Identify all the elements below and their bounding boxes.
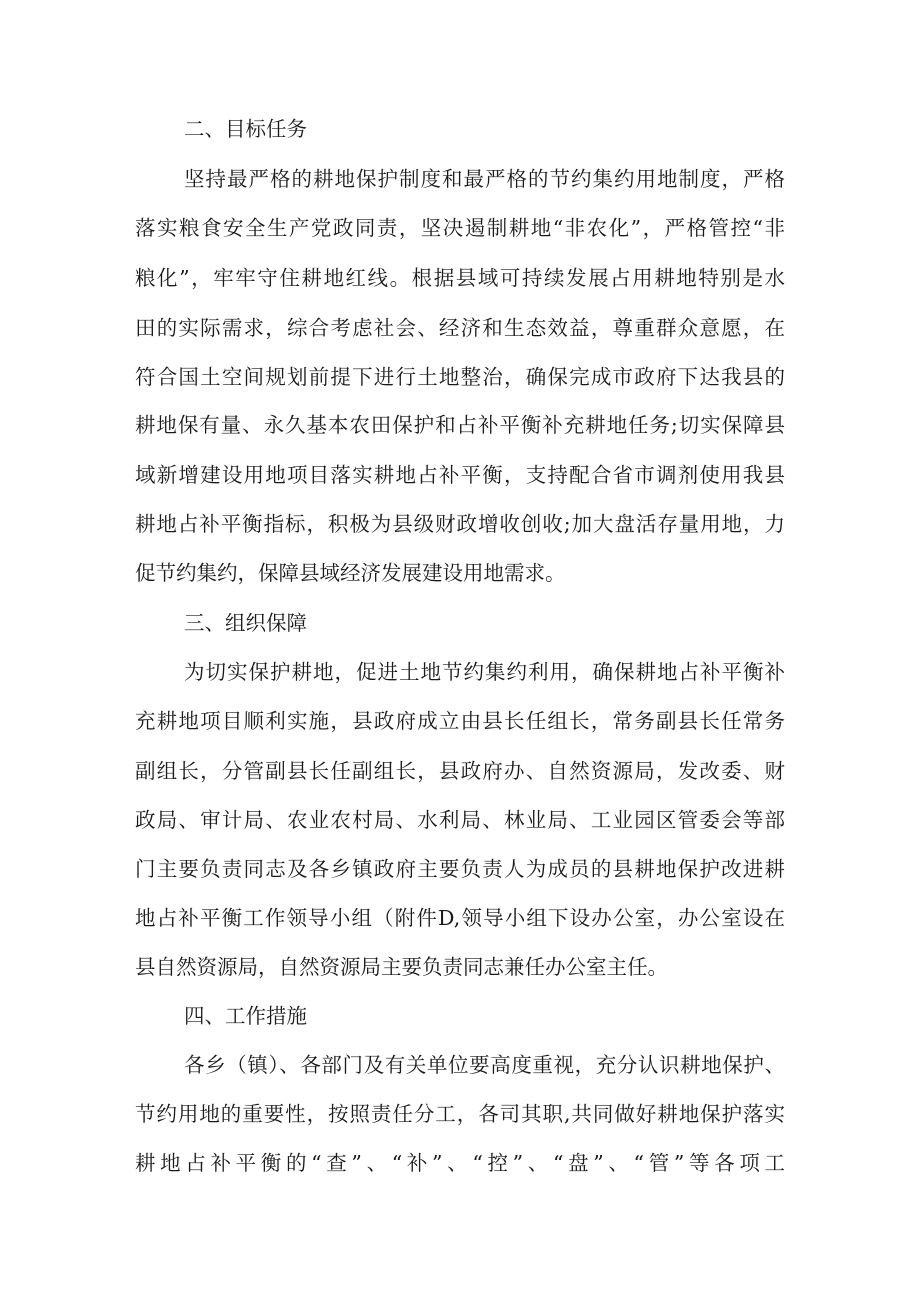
paragraph-line: 各乡（镇）、各部门及有关单位要高度重视，充分认识耕地保护、: [184, 1053, 785, 1077]
paragraph-line: 副组长，分管副县长任副组长，县政府办、自然资源局，发改委、财: [135, 759, 785, 783]
paragraph-line: 为切实保护耕地，促进土地节约集约利用，确保耕地占补平衡补: [184, 660, 785, 684]
paragraph-line: 充耕地项目顺利实施，县政府成立由县长任组长，常务副县长任常务: [135, 709, 785, 733]
paragraph-line: 促节约集约，保障县域经济发展建设用地需求。: [135, 561, 566, 585]
paragraph-line: 落实粮食安全生产党政同责，坚决遏制耕地“非农化”，严格管控“非: [135, 216, 785, 240]
paragraph-line: 耕地保有量、永久基本农田保护和占补平衡补充耕地任务;切实保障县: [135, 413, 785, 437]
paragraph-line: 地占补平衡工作领导小组（附件D,领导小组下设办公室，办公室设在: [135, 906, 785, 930]
paragraph-line: 符合国土空间规划前提下进行土地整治，确保完成市政府下达我县的: [135, 365, 785, 389]
paragraph-line: 耕地占补平衡指标，积极为县级财政增收创收;加大盘活存量用地，力: [135, 512, 785, 536]
paragraph-line: 政局、审计局、农业农村局、水利局、林业局、工业园区管委会等部: [135, 808, 785, 832]
paragraph-line: 粮化”，牢牢守住耕地红线。根据县域可持续发展占用耕地特别是水: [135, 266, 785, 290]
section-heading: 三、组织保障: [184, 611, 307, 635]
paragraph-line: 域新增建设用地项目落实耕地占补平衡，支持配合省市调剂使用我县: [135, 463, 785, 487]
paragraph-line: 耕地占补平衡的“查”、“补”、“控”、“盘”、“管”等各项工: [135, 1151, 785, 1175]
paragraph-line: 节约用地的重要性，按照责任分工，各司其职,共同做好耕地保护落实: [135, 1102, 785, 1126]
section-heading: 二、目标任务: [184, 117, 307, 141]
paragraph-line: 县自然资源局，自然资源局主要负责同志兼任办公室主任。: [135, 955, 668, 979]
paragraph-line: 坚持最严格的耕地保护制度和最严格的节约集约用地制度，严格: [184, 167, 785, 191]
section-heading: 四、工作措施: [184, 1004, 307, 1028]
paragraph-line: 门主要负责同志及各乡镇政府主要负责人为成员的县耕地保护改进耕: [135, 857, 785, 881]
paragraph-line: 田的实际需求，综合考虑社会、经济和生态效益，尊重群众意愿，在: [135, 316, 785, 340]
